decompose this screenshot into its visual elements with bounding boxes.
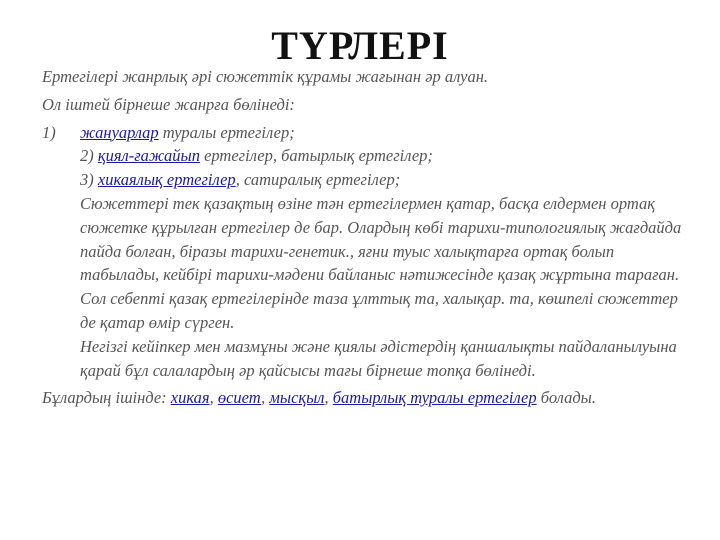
list-line-2-text: ертегілер, батырлық ертегілер; [199,146,433,166]
list-line-2 [42,144,692,168]
final-prefix: Бұлардың ішінде: [42,388,171,408]
list-line-3 [42,168,692,192]
link-fantasy[interactable]: қиял-ғажайып [97,146,200,166]
final-sep-1: , [209,388,218,408]
list-number: 1) [42,122,56,142]
final-paragraph [42,386,692,410]
final-sep-3: , [324,388,333,408]
link-osiet[interactable]: өсиет [217,388,262,408]
link-stories[interactable]: хикаялық ертегілер [97,170,236,190]
link-animals[interactable]: жануарлар [80,122,159,142]
final-suffix: болады. [536,388,596,408]
list-line-3-text: , сатиралық ертегілер; [235,170,401,190]
paragraph-heroes: Негізгі кейіпкер мен мазмұны және қиялы әдістердің қаншалықты пайдаланылуына қарай бұл салалардың әр қайсысы тағы бірнеше топқа бөлінеді. [80,336,677,380]
page-title: ТҮРЛЕРІ [271,23,449,68]
paragraph-subjects: Сюжеттері тек қазақтың өзіне тән ертегілермен қатар, басқа елдермен ортақ сюжетке құрылған ертегілер де бар. Олардың көбі тарихи-типологиялық жағдайда пайда болған, біразы тарихи-генетик., яғни туыс халықтарға ортақ болып табылады, кейбірі тарихи-мәдени байланыс нәтижесінде қазақ жұртына тараған. Сол себепті қазақ ертегілерінде таза ұлттық та, халықар. та, көшпелі сюжеттер де қатар өмір сүрген. [80,193,682,332]
link-mysqyl[interactable]: мысқыл [269,388,325,408]
intro-line-2: Ол іштей бірнеше жанрға бөлінеді: [42,94,295,114]
list-line-1 [80,121,295,145]
final-sep-2: , [261,388,270,408]
list-item [42,121,692,145]
link-heroic-tales[interactable]: батырлық туралы ертегілер [332,388,537,408]
list-line-1-text: туралы ертегілер; [158,122,295,142]
intro-line-1: Ертегілері жанрлық әрі сюжеттік құрамы жағынан әр алуан. [42,67,489,86]
body-text [42,65,692,410]
link-hikaya[interactable]: хикая [170,388,210,408]
list-line-3-prefix: 3) [80,170,98,190]
list-line-2-prefix: 2) [80,146,98,166]
